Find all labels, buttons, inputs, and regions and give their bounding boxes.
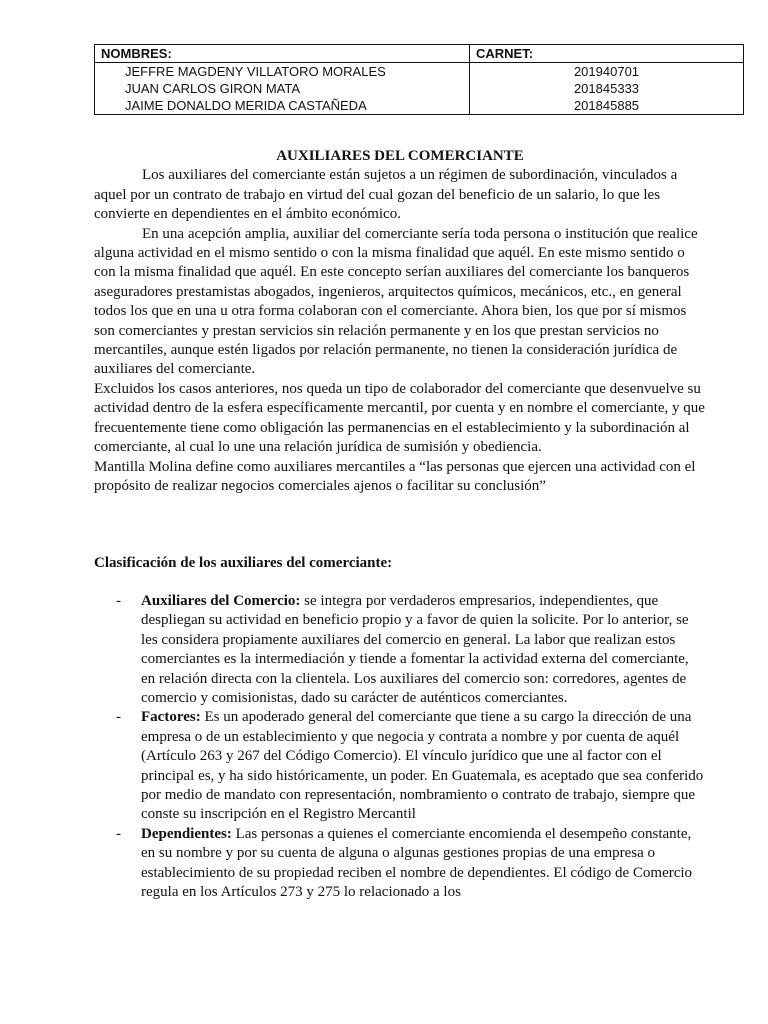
student-carnet: 201940701 (470, 63, 744, 81)
student-roster-table (94, 44, 744, 115)
list-item (94, 825, 706, 903)
list-item-text: Las personas a quienes el comerciante encomienda el desempeño constante, en su nombre y por su cuenta de alguna o algunas gestiones propias de una empresa o establecimiento de su propiedad reciben el nombre de dependientes. El código de Comercio regula en los Artículos 273 y 275 lo relacionado a los (141, 825, 693, 901)
list-item-term: Dependientes: (141, 825, 232, 842)
list-item (94, 708, 706, 824)
list-bullet: - (116, 825, 121, 842)
carnet-header: CARNET: (470, 45, 744, 63)
classification-list (94, 592, 706, 903)
table-row (95, 97, 744, 115)
list-item-text: Es un apoderado general del comerciante que tiene a su cargo la dirección de una empresa o de un establecimiento y que negocia y contrata a nombre y por cuenta de aquél (Artículo 263 y 267 del Código Comercio). El vínculo jurídico que une al factor con el principal es, y ha sido históricamente, un poder. En Guatemala, es aceptado que sea conferido por medio de mandato con representación, nombramiento o contrato de trabajo, siempre que conste su inscripción en el Registro Mercantil (141, 709, 704, 823)
list-item-term: Auxiliares del Comercio: (141, 593, 301, 609)
paragraph: Los auxiliares del comerciante están sujetos a un régimen de subordinación, vinculados a aquel por un contrato de trabajo en virtud del cual gozan del beneficio de un salario, lo que les convierte en dependientes en el ámbito económico. (94, 167, 678, 223)
student-carnet: 201845885 (470, 97, 744, 115)
list-item (94, 592, 706, 708)
table-row (95, 80, 744, 97)
student-carnet: 201845333 (470, 80, 744, 97)
student-name: JAIME DONALDO MERIDA CASTAÑEDA (95, 97, 470, 115)
paragraph: En una acepción amplia, auxiliar del comerciante sería toda persona o institución que realice alguna actividad en el mismo sentido o con la misma finalidad que aquél. En este mismo sentido o con la misma finalidad que aquél. En este concepto serían auxiliares del comerciante los banqueros aseguradores prestamistas abogados, ingenieros, arquitectos químicos, mecánicos, etc., en general todos los que en una u otra forma colaboran con el comerciante. Ahora bien, los que por sí mismos son comerciantes y prestan servicios sin relación permanente y en los que prestan servicios no mercantiles, aunque estén ligados por relación permanente, no tienen la consideración jurídica de auxiliares del comerciante. (94, 225, 698, 378)
student-name: JUAN CARLOS GIRON MATA (95, 80, 470, 97)
list-bullet: - (116, 709, 121, 726)
list-item-term: Factores: (141, 709, 201, 726)
table-row (95, 63, 744, 81)
list-item-text: se integra por verdaderos empresarios, independientes, que despliegan su actividad en beneficio propio y a favor de quien la solicite. Por lo anterior, se les considera propiamente auxiliares del comercio en general. La labor que realizan estos comerciantes es la intermediación y tiende a fomentar la actividad externa del comerciante, en relación directa con la clientela. Los auxiliares del comercio son: corredores, agentes de comercio y comisionistas, dado su carácter de auténticos comerciantes. (141, 593, 689, 707)
document-body (94, 147, 706, 496)
document-title: AUXILIARES DEL COMERCIANTE (276, 148, 524, 164)
student-name: JEFFRE MAGDENY VILLATORO MORALES (95, 63, 470, 81)
roster-header-row (95, 45, 744, 63)
list-bullet: - (116, 593, 121, 609)
section-title: Clasificación de los auxiliares del comerciante: (94, 555, 393, 571)
paragraph: Excluidos los casos anteriores, nos queda un tipo de colaborador del comerciante que desenvuelve su actividad dentro de la esfera específicamente mercantil, por cuenta y en nombre el comerciante, y que frecuentemente tiene como obligación las permanencias en el establecimiento y la subordinación al comerciante, al cual lo une una relación jurídica de sumisión y obediencia. (94, 380, 705, 456)
names-header: NOMBRES: (95, 45, 470, 63)
quote-paragraph: Mantilla Molina define como auxiliares mercantiles a “las personas que ejercen una actividad con el propósito de realizar negocios comerciales ajenos o facilitar su conclusión” (94, 458, 696, 494)
